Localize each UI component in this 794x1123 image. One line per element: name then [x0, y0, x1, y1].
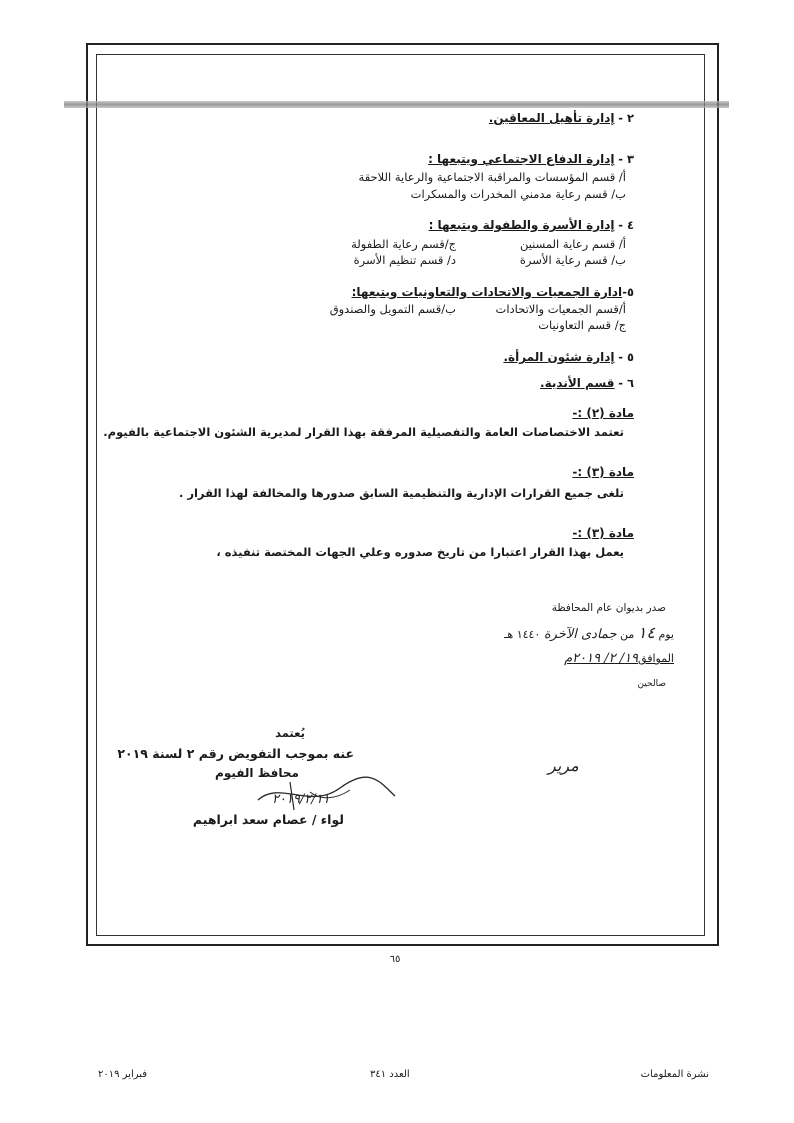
section-6 — [540, 376, 634, 390]
list-item: أ/قسم الجمعيات والاتحادات — [495, 302, 626, 316]
list-item: ب/قسم التمويل والصندوق — [329, 302, 456, 316]
list-item: ج/قسم رعاية الطفولة — [351, 237, 456, 251]
section-number: ٣ - — [618, 152, 634, 166]
issuance-hijri-date: يوم ١٤ من جمادى الآخرة ١٤٤٠ هـ — [504, 623, 674, 642]
section-title: قسم الأندية. — [540, 376, 615, 390]
section-title: ادارة الجمعيات والاتحادات والتعاونيات ويتبعها: — [351, 285, 623, 299]
section-number: ٦ - — [618, 376, 634, 390]
footer-date: فبراير ٢٠١٩ — [98, 1069, 148, 1080]
list-item: أ/ قسم المؤسسات والمراقبة الاجتماعية والرعاية اللاحقة — [358, 170, 626, 184]
initials-scrawl: مرير — [548, 756, 579, 775]
issuance-place: صدر بديوان عام المحافظة — [551, 602, 666, 614]
section-title: إدارة تأهيل المعاقين. — [488, 111, 615, 125]
section-number: ٥ - — [618, 350, 634, 364]
section-title: إدارة الدفاع الاجتماعي ويتبعها : — [428, 152, 615, 166]
article-text: يعمل بهذا القرار اعتبارا من تاريخ صدوره وعلي الجهات المختصة تنفيذه ، — [216, 545, 624, 559]
issuance-note: صالحين — [637, 679, 666, 689]
governor-title: محافظ الفيوم — [215, 766, 299, 780]
signatory-name: لواء / عصام سعد ابراهيم — [192, 812, 344, 827]
article-heading: مادة (٣) :- — [572, 526, 634, 540]
section-title: إدارة شئون المرأة. — [503, 350, 615, 364]
section-title: إدارة الأسرة والطفولة ويتبعها : — [428, 218, 615, 232]
article-heading: مادة (٣) :- — [572, 465, 634, 479]
section-5-women — [503, 350, 634, 364]
page-number: ٦٥ — [389, 954, 401, 965]
list-item: أ/ قسم رعاية المسنين — [519, 237, 626, 251]
section-4 — [429, 218, 634, 232]
section-2 — [489, 111, 634, 125]
article-heading: مادة (٢) :- — [572, 406, 634, 420]
issuance-gregorian-date: الموافق١٩/ ٢/ ٢٠١٩م — [564, 651, 674, 666]
section-number: ٢ - — [618, 111, 634, 125]
delegation-authority: عنه بموجب التفويض رقم ٢ لسنة ٢٠١٩ — [117, 746, 354, 761]
section-3 — [428, 152, 634, 166]
footer-publication: نشرة المعلومات — [640, 1069, 709, 1080]
list-item: د/ قسم تنظيم الأسرة — [353, 253, 456, 267]
approval-label: يُعتمد — [275, 726, 305, 740]
scan-artifact-band — [64, 101, 729, 108]
signature-date-scrawl: ٢٠١٩/٢/١١ — [272, 792, 330, 807]
section-5-associations — [352, 285, 634, 299]
section-number: ٤ - — [618, 218, 634, 232]
list-item: ب/ قسم رعاية مدمني المخدرات والمسكرات — [410, 187, 626, 201]
article-text: تلغى جميع القرارات الإدارية والتنظيمية السابق صدورها والمخالفة لهذا القرار . — [179, 486, 624, 500]
footer-issue: العدد ٣٤١ — [370, 1069, 410, 1080]
article-text: تعتمد الاختصاصات العامة والتفصيلية المرفقة بهذا القرار لمديرية الشئون الاجتماعية بالفيوم. — [103, 425, 624, 439]
section-number: ٥- — [622, 285, 634, 299]
list-item: ب/ قسم رعاية الأسرة — [519, 253, 626, 267]
list-item: ج/ قسم التعاونيات — [538, 318, 626, 332]
